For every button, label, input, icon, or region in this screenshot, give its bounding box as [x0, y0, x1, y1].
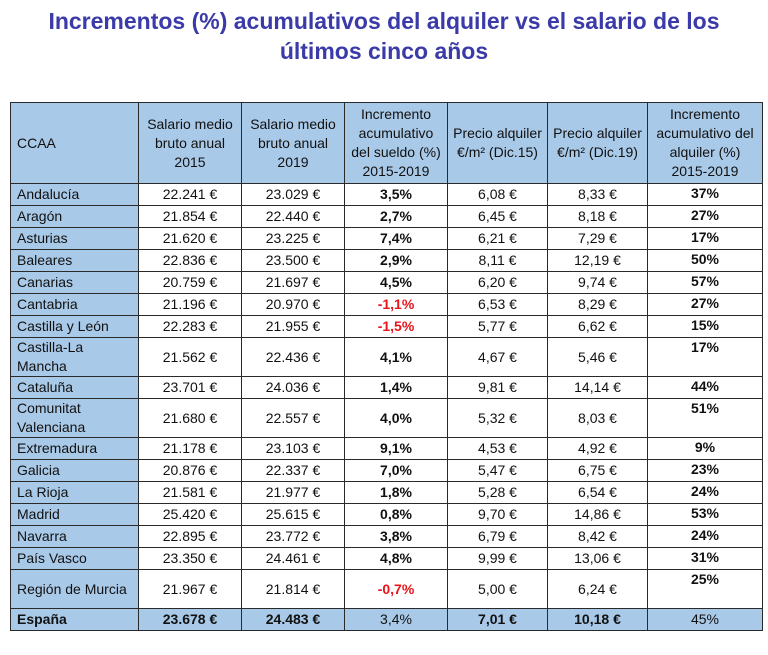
cell-precio-dic15: 6,45 € — [448, 206, 548, 228]
cell-precio-dic19: 9,74 € — [548, 272, 648, 294]
cell-incremento-sueldo: 7,4% — [345, 228, 448, 250]
cell-precio-dic15: 5,28 € — [448, 482, 548, 504]
cell-salario-2015: 23.678 € — [139, 609, 242, 631]
cell-precio-dic15: 6,79 € — [448, 526, 548, 548]
header-precio-dic19: Precio alquiler €/m² (Dic.19) — [548, 103, 648, 184]
cell-precio-dic15: 4,53 € — [448, 438, 548, 460]
cell-precio-dic19: 8,03 € — [548, 399, 648, 438]
cell-incremento-sueldo: 3,4% — [345, 609, 448, 631]
cell-precio-dic15: 5,47 € — [448, 460, 548, 482]
cell-salario-2015: 21.620 € — [139, 228, 242, 250]
table-row — [11, 294, 763, 316]
table-row — [11, 504, 763, 526]
cell-precio-dic19: 6,54 € — [548, 482, 648, 504]
cell-salario-2019: 21.697 € — [242, 272, 345, 294]
table-row — [11, 548, 763, 570]
cell-ccaa: Asturias — [11, 228, 139, 250]
cell-ccaa: Cataluña — [11, 377, 139, 399]
cell-precio-dic15: 5,77 € — [448, 316, 548, 338]
cell-salario-2015: 25.420 € — [139, 504, 242, 526]
table-row — [11, 272, 763, 294]
cell-precio-dic19: 8,18 € — [548, 206, 648, 228]
cell-incremento-alquiler: 24% — [648, 482, 763, 504]
cell-incremento-sueldo: 9,1% — [345, 438, 448, 460]
cell-salario-2015: 21.178 € — [139, 438, 242, 460]
cell-salario-2019: 22.557 € — [242, 399, 345, 438]
cell-salario-2015: 21.196 € — [139, 294, 242, 316]
cell-ccaa: Madrid — [11, 504, 139, 526]
table-row — [11, 338, 763, 377]
cell-incremento-sueldo: -1,5% — [345, 316, 448, 338]
cell-salario-2019: 21.814 € — [242, 570, 345, 609]
header-ccaa: CCAA — [11, 103, 139, 184]
cell-precio-dic15: 6,08 € — [448, 184, 548, 206]
cell-precio-dic15: 6,20 € — [448, 272, 548, 294]
cell-salario-2019: 20.970 € — [242, 294, 345, 316]
cell-ccaa: Comunitat Valenciana — [11, 399, 139, 438]
cell-salario-2015: 22.895 € — [139, 526, 242, 548]
cell-ccaa: Aragón — [11, 206, 139, 228]
cell-precio-dic19: 14,14 € — [548, 377, 648, 399]
cell-precio-dic19: 6,75 € — [548, 460, 648, 482]
cell-precio-dic15: 6,53 € — [448, 294, 548, 316]
cell-precio-dic15: 4,67 € — [448, 338, 548, 377]
cell-salario-2015: 20.876 € — [139, 460, 242, 482]
cell-salario-2015: 22.283 € — [139, 316, 242, 338]
cell-salario-2015: 22.836 € — [139, 250, 242, 272]
cell-incremento-sueldo: -0,7% — [345, 570, 448, 609]
cell-salario-2019: 22.440 € — [242, 206, 345, 228]
table-row — [11, 316, 763, 338]
cell-salario-2015: 21.581 € — [139, 482, 242, 504]
cell-incremento-alquiler: 37% — [648, 184, 763, 206]
table-row — [11, 377, 763, 399]
cell-precio-dic19: 8,33 € — [548, 184, 648, 206]
cell-salario-2019: 23.029 € — [242, 184, 345, 206]
cell-incremento-sueldo: 4,0% — [345, 399, 448, 438]
cell-salario-2015: 23.350 € — [139, 548, 242, 570]
cell-salario-2019: 22.436 € — [242, 338, 345, 377]
header-precio-dic15: Precio alquiler €/m² (Dic.15) — [448, 103, 548, 184]
cell-salario-2015: 21.562 € — [139, 338, 242, 377]
cell-incremento-sueldo: 1,8% — [345, 482, 448, 504]
cell-precio-dic19: 6,24 € — [548, 570, 648, 609]
cell-salario-2015: 21.967 € — [139, 570, 242, 609]
header-incremento-sueldo: Incremento acumulativo del sueldo (%) 2015-2019 — [345, 103, 448, 184]
table-row — [11, 482, 763, 504]
cell-incremento-alquiler: 27% — [648, 206, 763, 228]
cell-incremento-alquiler: 57% — [648, 272, 763, 294]
cell-ccaa: Baleares — [11, 250, 139, 272]
cell-salario-2019: 25.615 € — [242, 504, 345, 526]
cell-precio-dic15: 8,11 € — [448, 250, 548, 272]
cell-precio-dic19: 6,62 € — [548, 316, 648, 338]
cell-incremento-sueldo: 4,8% — [345, 548, 448, 570]
cell-precio-dic15: 5,00 € — [448, 570, 548, 609]
cell-precio-dic19: 13,06 € — [548, 548, 648, 570]
cell-precio-dic15: 9,99 € — [448, 548, 548, 570]
cell-salario-2015: 21.680 € — [139, 399, 242, 438]
cell-precio-dic19: 7,29 € — [548, 228, 648, 250]
cell-ccaa: Extremadura — [11, 438, 139, 460]
table-row — [11, 206, 763, 228]
cell-precio-dic15: 7,01 € — [448, 609, 548, 631]
cell-incremento-alquiler: 50% — [648, 250, 763, 272]
cell-salario-2019: 24.036 € — [242, 377, 345, 399]
cell-incremento-sueldo: -1,1% — [345, 294, 448, 316]
cell-incremento-alquiler: 51% — [648, 399, 763, 438]
cell-salario-2019: 24.461 € — [242, 548, 345, 570]
cell-salario-2019: 23.103 € — [242, 438, 345, 460]
cell-incremento-alquiler: 17% — [648, 338, 763, 377]
cell-ccaa: País Vasco — [11, 548, 139, 570]
cell-incremento-alquiler: 23% — [648, 460, 763, 482]
cell-incremento-alquiler: 24% — [648, 526, 763, 548]
cell-ccaa: Cantabria — [11, 294, 139, 316]
cell-incremento-alquiler: 45% — [648, 609, 763, 631]
table-total-row — [11, 609, 763, 631]
cell-precio-dic15: 9,81 € — [448, 377, 548, 399]
cell-precio-dic19: 4,92 € — [548, 438, 648, 460]
cell-precio-dic19: 14,86 € — [548, 504, 648, 526]
cell-salario-2015: 20.759 € — [139, 272, 242, 294]
cell-ccaa: Galicia — [11, 460, 139, 482]
cell-incremento-sueldo: 2,9% — [345, 250, 448, 272]
cell-incremento-alquiler: 15% — [648, 316, 763, 338]
cell-salario-2019: 23.772 € — [242, 526, 345, 548]
header-salario-2015: Salario medio bruto anual 2015 — [139, 103, 242, 184]
table-row — [11, 570, 763, 609]
cell-incremento-sueldo: 3,5% — [345, 184, 448, 206]
cell-precio-dic15: 6,21 € — [448, 228, 548, 250]
table-row — [11, 250, 763, 272]
cell-incremento-sueldo: 4,1% — [345, 338, 448, 377]
table-body — [11, 184, 763, 631]
rent-salary-table — [10, 102, 763, 631]
table-row — [11, 399, 763, 438]
title-line-1: Incrementos (%) acumulativos del alquiler vs el salario de los — [48, 8, 720, 34]
table-row — [11, 460, 763, 482]
header-salario-2019: Salario medio bruto anual 2019 — [242, 103, 345, 184]
cell-ccaa: Región de Murcia — [11, 570, 139, 609]
cell-precio-dic15: 5,32 € — [448, 399, 548, 438]
cell-ccaa: Navarra — [11, 526, 139, 548]
table-header-row — [11, 103, 763, 184]
cell-precio-dic19: 8,29 € — [548, 294, 648, 316]
cell-precio-dic19: 10,18 € — [548, 609, 648, 631]
cell-salario-2019: 21.977 € — [242, 482, 345, 504]
cell-ccaa: Andalucía — [11, 184, 139, 206]
cell-incremento-alquiler: 31% — [648, 548, 763, 570]
cell-ccaa: Canarias — [11, 272, 139, 294]
cell-incremento-sueldo: 1,4% — [345, 377, 448, 399]
cell-salario-2019: 24.483 € — [242, 609, 345, 631]
cell-precio-dic19: 12,19 € — [548, 250, 648, 272]
cell-incremento-alquiler: 53% — [648, 504, 763, 526]
cell-salario-2019: 21.955 € — [242, 316, 345, 338]
cell-salario-2015: 21.854 € — [139, 206, 242, 228]
cell-incremento-sueldo: 4,5% — [345, 272, 448, 294]
cell-incremento-sueldo: 0,8% — [345, 504, 448, 526]
page-title — [20, 6, 748, 66]
cell-ccaa: La Rioja — [11, 482, 139, 504]
cell-incremento-alquiler: 44% — [648, 377, 763, 399]
table-row — [11, 526, 763, 548]
cell-ccaa: España — [11, 609, 139, 631]
cell-ccaa: Castilla y León — [11, 316, 139, 338]
cell-incremento-sueldo: 7,0% — [345, 460, 448, 482]
cell-precio-dic19: 8,42 € — [548, 526, 648, 548]
table-row — [11, 438, 763, 460]
cell-precio-dic15: 9,70 € — [448, 504, 548, 526]
cell-salario-2015: 23.701 € — [139, 377, 242, 399]
cell-incremento-alquiler: 9% — [648, 438, 763, 460]
table-row — [11, 228, 763, 250]
table-row — [11, 184, 763, 206]
cell-ccaa: Castilla-La Mancha — [11, 338, 139, 377]
title-line-2: últimos cinco años — [279, 38, 489, 64]
cell-incremento-alquiler: 17% — [648, 228, 763, 250]
header-incremento-alquiler: Incremento acumulativo del alquiler (%) 2015-2019 — [648, 103, 763, 184]
cell-salario-2019: 23.225 € — [242, 228, 345, 250]
cell-incremento-alquiler: 27% — [648, 294, 763, 316]
cell-precio-dic19: 5,46 € — [548, 338, 648, 377]
cell-incremento-alquiler: 25% — [648, 570, 763, 609]
cell-salario-2019: 22.337 € — [242, 460, 345, 482]
cell-incremento-sueldo: 2,7% — [345, 206, 448, 228]
cell-incremento-sueldo: 3,8% — [345, 526, 448, 548]
cell-salario-2019: 23.500 € — [242, 250, 345, 272]
cell-salario-2015: 22.241 € — [139, 184, 242, 206]
